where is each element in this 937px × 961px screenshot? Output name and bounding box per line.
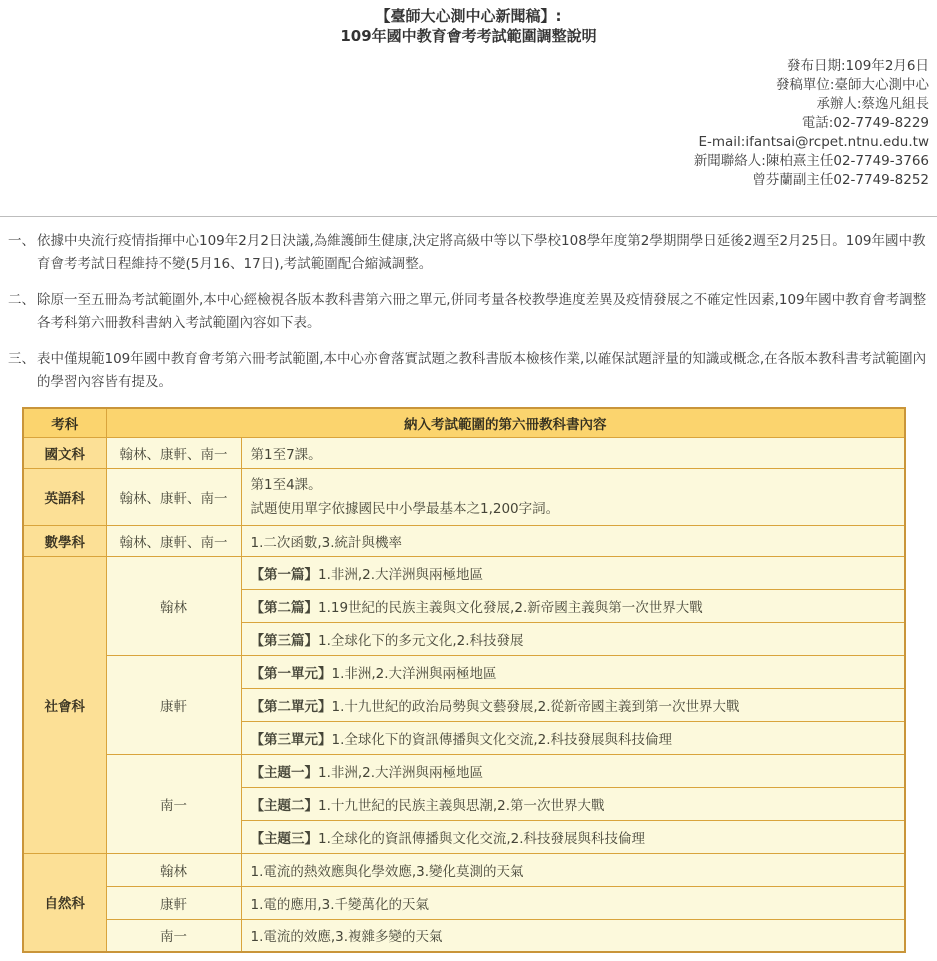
publisher-cell-chinese: 翰林、康軒、南一 <box>106 437 241 468</box>
unit-label: 【主題二】 <box>250 797 318 814</box>
contact-info-block <box>0 57 937 190</box>
unit-text: 1.全球化的資訊傳播與文化交流,2.科技發展與科技倫理 <box>318 830 646 847</box>
subject-cell-science: 自然科 <box>23 853 106 952</box>
content-cell-social-kangxuan-3 <box>241 721 905 754</box>
subject-cell-english: 英語科 <box>23 468 106 525</box>
content-cell-social-kangxuan-1 <box>241 655 905 688</box>
unit-label: 【第一單元】 <box>250 665 332 682</box>
contact-publish-date: 發布日期:109年2月6日 <box>787 58 929 74</box>
content-cell-science-hanlin: 1.電流的熱效應與化學效應,3.變化莫測的天氣 <box>241 853 905 886</box>
unit-text: 1.19世紀的民族主義與文化發展,2.新帝國主義與第一次世界大戰 <box>318 599 703 616</box>
publisher-cell-social-nanyi: 南一 <box>106 754 241 853</box>
page-title <box>0 0 937 46</box>
content-cell-science-kangxuan: 1.電的應用,3.千變萬化的天氣 <box>241 886 905 919</box>
unit-text: 1.非洲,2.大洋洲與兩極地區 <box>318 566 484 583</box>
paragraph-3-text: 表中僅規範109年國中教育會考第六冊考試範圍,本中心亦會落實試題之教科書版本檢核作業,以確保試題評量的知識或概念,在各版本教科書考試範圍內的學習內容皆有提及。 <box>37 351 927 390</box>
content-cell-social-kangxuan-2 <box>241 688 905 721</box>
unit-label: 【第二單元】 <box>250 698 332 715</box>
page-title-line2: 109年國中教育會考考試範圍調整說明 <box>340 27 597 45</box>
paragraph-2 <box>8 289 930 335</box>
publisher-cell-math: 翰林、康軒、南一 <box>106 525 241 556</box>
unit-label: 【第三單元】 <box>250 731 332 748</box>
content-cell-social-nanyi-3 <box>241 820 905 853</box>
table-row-social-hanlin-1 <box>23 556 905 589</box>
table-header-scope: 納入考試範圍的第六冊教科書內容 <box>106 408 905 437</box>
publisher-cell-science-hanlin: 翰林 <box>106 853 241 886</box>
table-row-math <box>23 525 905 556</box>
horizontal-divider <box>0 216 937 217</box>
unit-text: 1.全球化下的資訊傳播與文化交流,2.科技發展與科技倫理 <box>331 731 673 748</box>
publisher-cell-english: 翰林、康軒、南一 <box>106 468 241 525</box>
unit-text: 1.非洲,2.大洋洲與兩極地區 <box>318 764 484 781</box>
content-cell-science-nanyi: 1.電流的效應,3.複雜多變的天氣 <box>241 919 905 952</box>
table-header-row <box>23 408 905 437</box>
table-row-social-kangxuan-1 <box>23 655 905 688</box>
contact-handler: 承辦人:蔡逸凡組長 <box>816 96 929 112</box>
contact-email: E-mail:ifantsai@rcpet.ntnu.edu.tw <box>698 134 929 150</box>
table-header-subject: 考科 <box>23 408 106 437</box>
body-paragraphs <box>0 230 937 394</box>
paragraph-1 <box>8 230 930 276</box>
content-cell-social-nanyi-2 <box>241 787 905 820</box>
content-cell-social-hanlin-2 <box>241 589 905 622</box>
table-row-english <box>23 468 905 525</box>
publisher-cell-social-kangxuan: 康軒 <box>106 655 241 754</box>
table-row-science-nanyi <box>23 919 905 952</box>
paragraph-3 <box>8 348 930 394</box>
publisher-cell-social-hanlin: 翰林 <box>106 556 241 655</box>
unit-label: 【第二篇】 <box>250 599 318 616</box>
page-title-line1: 【臺師大心測中心新聞稿】: <box>375 7 562 25</box>
contact-phone: 電話:02-7749-8229 <box>801 115 929 131</box>
unit-text: 1.十九世紀的政治局勢與文藝發展,2.從新帝國主義到第一次世界大戰 <box>331 698 740 715</box>
paragraph-1-text: 依據中央流行疫情指揮中心109年2月2日決議,為維護師生健康,決定將高級中等以下學校108學年度第2學期開學日延後2週至2月25日。109年國中教育會考考試日程維持不變(5月16、17日),考試範圍配合縮減調整。 <box>37 233 926 272</box>
subject-cell-math: 數學科 <box>23 525 106 556</box>
unit-label: 【主題一】 <box>250 764 318 781</box>
english-content-line2: 試題使用單字依據國民中小學最基本之1,200字詞。 <box>250 500 560 517</box>
paragraph-1-marker: 一、 <box>8 233 35 249</box>
unit-text: 1.非洲,2.大洋洲與兩極地區 <box>331 665 497 682</box>
exam-scope-table <box>22 407 906 953</box>
subject-cell-chinese: 國文科 <box>23 437 106 468</box>
content-cell-chinese: 第1至7課。 <box>241 437 905 468</box>
unit-label: 【第一篇】 <box>250 566 318 583</box>
publisher-cell-science-kangxuan: 康軒 <box>106 886 241 919</box>
subject-cell-social: 社會科 <box>23 556 106 853</box>
unit-label: 【主題三】 <box>250 830 318 847</box>
unit-text: 1.十九世紀的民族主義與思潮,2.第一次世界大戰 <box>318 797 605 814</box>
paragraph-2-text: 除原一至五冊為考試範圍外,本中心經檢視各版本教科書第六冊之單元,併同考量各校教學進度差異及疫情發展之不確定性因素,109年國中教育會考調整各考科第六冊教科書納入考試範圍內容如下表。 <box>37 292 927 331</box>
table-row-social-nanyi-1 <box>23 754 905 787</box>
table-row-chinese <box>23 437 905 468</box>
content-cell-social-hanlin-1 <box>241 556 905 589</box>
paragraph-3-marker: 三、 <box>8 351 35 367</box>
paragraph-2-marker: 二、 <box>8 292 35 308</box>
unit-label: 【第三篇】 <box>250 632 318 649</box>
content-cell-english <box>241 468 905 525</box>
table-row-science-kangxuan <box>23 886 905 919</box>
contact-issuing-unit: 發稿單位:臺師大心測中心 <box>775 77 929 93</box>
unit-text: 1.全球化下的多元文化,2.科技發展 <box>318 632 524 649</box>
english-content-line1: 第1至4課。 <box>250 476 322 493</box>
content-cell-social-hanlin-3 <box>241 622 905 655</box>
publisher-cell-science-nanyi: 南一 <box>106 919 241 952</box>
table-row-science-hanlin <box>23 853 905 886</box>
content-cell-math: 1.二次函數,3.統計與機率 <box>241 525 905 556</box>
contact-press-contact-2: 曾芬蘭副主任02-7749-8252 <box>752 172 929 188</box>
content-cell-social-nanyi-1 <box>241 754 905 787</box>
contact-press-contact-1: 新聞聯絡人:陳柏熹主任02-7749-3766 <box>693 153 929 169</box>
